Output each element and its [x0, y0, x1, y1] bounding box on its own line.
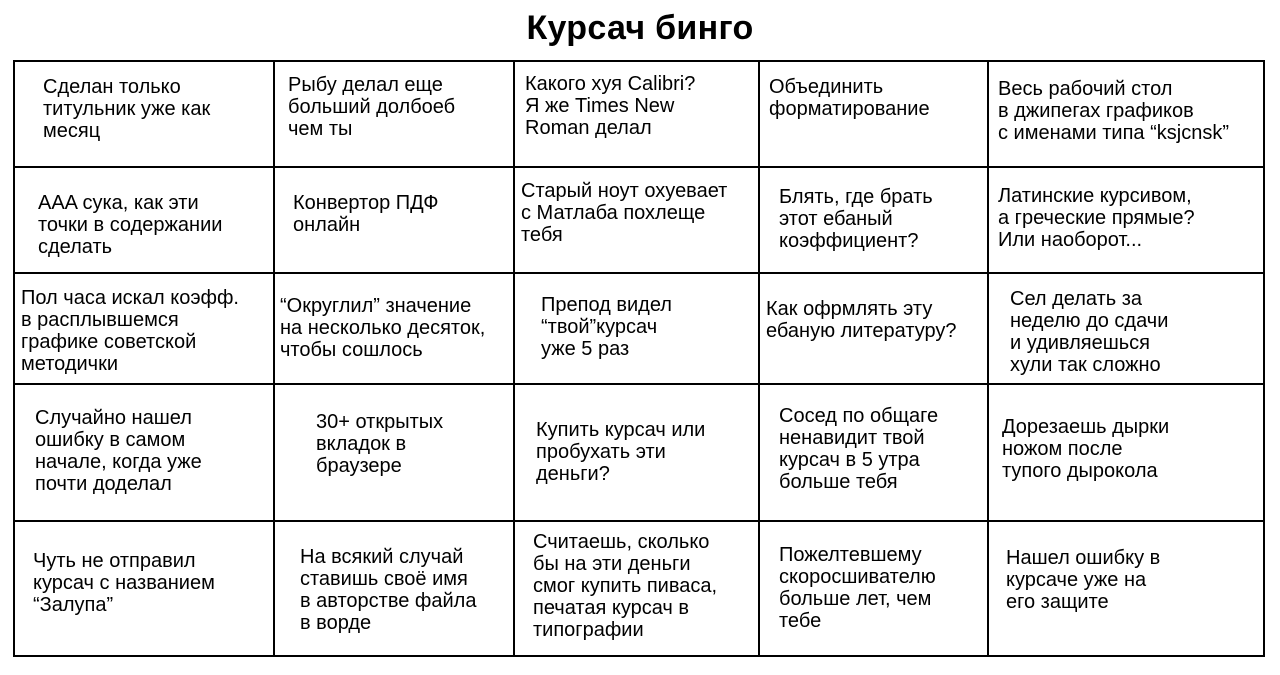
bingo-cell — [515, 522, 760, 655]
bingo-cell — [15, 168, 275, 274]
bingo-cell — [275, 168, 515, 274]
bingo-cell-text: Рыбу делал еще больший долбоеб чем ты — [288, 74, 456, 140]
bingo-cell-text: Пол часа искал коэфф. в расплывшемся графике советской методички — [21, 287, 239, 375]
bingo-cell — [275, 385, 515, 522]
bingo-cell — [989, 522, 1263, 655]
bingo-cell — [275, 274, 515, 385]
bingo-cell-text: Случайно нашел ошибку в самом начале, когда уже почти доделал — [35, 407, 202, 495]
bingo-cell — [275, 62, 515, 168]
bingo-cell — [15, 385, 275, 522]
bingo-cell-text: Какого хуя Calibri? Я же Times New Roman делал — [525, 73, 696, 139]
bingo-cell-text: Латинские курсивом, а греческие прямые? Или наоборот... — [998, 185, 1195, 251]
bingo-grid — [13, 60, 1265, 657]
bingo-cell — [760, 385, 989, 522]
bingo-cell-text: Как офрмлять эту ебаную литературу? — [766, 298, 957, 342]
bingo-cell — [515, 62, 760, 168]
bingo-cell — [760, 522, 989, 655]
bingo-cell-text: 30+ открытых вкладок в браузере — [316, 411, 444, 477]
page-title: Курсач бинго — [526, 9, 754, 47]
bingo-cell — [760, 274, 989, 385]
bingo-cell — [989, 168, 1263, 274]
bingo-cell-text: Сделан только титульник уже как месяц — [43, 76, 211, 142]
bingo-cell-text: Препод видел “твой”курсач уже 5 раз — [541, 294, 672, 360]
bingo-cell-text: “Округлил” значение на несколько десяток, чтобы сошлось — [280, 295, 486, 361]
bingo-cell — [989, 62, 1263, 168]
bingo-cell-text: На всякий случай ставишь своё имя в авторстве файла в ворде — [300, 546, 477, 634]
bingo-cell-text: Старый ноут охуевает с Матлаба похлеще тебя — [521, 180, 728, 246]
bingo-cell — [515, 168, 760, 274]
bingo-cell — [515, 385, 760, 522]
bingo-cell-text: Сосед по общаге ненавидит твой курсач в 5 утра больше тебя — [779, 405, 939, 493]
bingo-cell — [760, 62, 989, 168]
bingo-cell — [515, 274, 760, 385]
bingo-cell-text: Пожелтевшему скоросшивателю больше лет, чем тебе — [779, 544, 936, 632]
bingo-cell-text: Объединить форматирование — [769, 76, 930, 120]
bingo-cell-text: Чуть не отправил курсач с названием “Залупа” — [33, 550, 215, 616]
bingo-cell — [275, 522, 515, 655]
bingo-cell — [989, 385, 1263, 522]
bingo-cell — [15, 274, 275, 385]
bingo-cell — [15, 62, 275, 168]
bingo-cell — [760, 168, 989, 274]
bingo-cell-text: Сел делать за неделю до сдачи и удивляешься хули так сложно — [1010, 288, 1169, 376]
bingo-cell-text: Нашел ошибку в курсаче уже на его защите — [1006, 547, 1161, 613]
bingo-cell-text: Блять, где брать этот ебаный коэффициент? — [779, 186, 933, 252]
bingo-cell-text: Дорезаешь дырки ножом после тупого дырокола — [1002, 416, 1170, 482]
bingo-cell-text: Купить курсач или пробухать эти деньги? — [536, 419, 706, 485]
bingo-cell-text: Конвертор ПДФ онлайн — [293, 192, 439, 236]
bingo-cell-text: Считаешь, сколько бы на эти деньги смог купить пиваса, печатая курсач в типографии — [533, 531, 718, 641]
bingo-cell — [989, 274, 1263, 385]
bingo-cell-text: Весь рабочий стол в джипегах графиков с именами типа “ksjcnsk” — [998, 78, 1229, 144]
bingo-cell-text: AAA сука, как эти точки в содержании сделать — [38, 192, 223, 258]
bingo-cell — [15, 522, 275, 655]
